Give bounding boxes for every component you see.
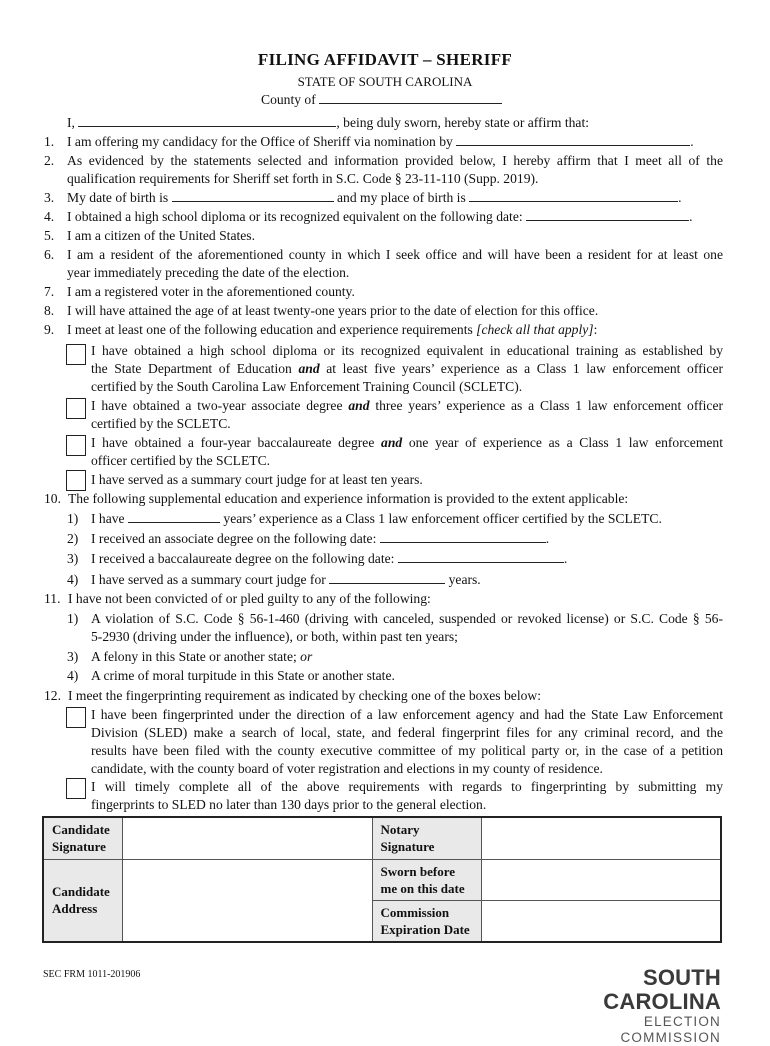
sworn-date-field[interactable] (482, 859, 721, 900)
item-8-text: I will have attained the age of at least twenty-one years prior to the date of election for this office. (67, 303, 599, 318)
option-9c-line-2: officer certified by the SCLETC. (91, 453, 271, 468)
option-12a-line-3: results have been filed with the county executive committee of my political party or, in the case of a petition (91, 743, 723, 758)
intro-i: I, (67, 115, 75, 130)
commission-expiration-label-2: Expiration Date (380, 921, 470, 937)
item-11-sub-3 (91, 648, 312, 666)
item-10-sub-1-text-b: years’ experience as a Class 1 law enforcement officer certified by the SCLETC. (223, 511, 662, 526)
candidate-signature-field[interactable] (123, 817, 372, 859)
item-11-sub-4-number: 4) (67, 668, 79, 683)
notary-signature-label-1: Notary (380, 822, 420, 837)
county-line (261, 91, 502, 109)
item-2-line-1: As evidenced by the statements selected and information provided below, I hereby affirm that I meet all of the (67, 153, 723, 168)
item-10-sub-1-number: 1) (67, 511, 79, 526)
form-number: SEC FRM 1011-201906 (43, 969, 141, 980)
item-1-text: I am offering my candidacy for the Office of Sheriff via nomination by (67, 134, 453, 149)
option-9c-line-1 (91, 434, 723, 452)
commission-expiration-field[interactable] (482, 900, 721, 942)
date-of-birth-field[interactable] (172, 189, 334, 202)
item-11-sub-3-text: A felony in this State or another state; (91, 649, 297, 664)
nomination-field[interactable] (456, 133, 690, 146)
item-12-number: 12. (44, 688, 61, 703)
item-6-line-1: I am a resident of the aforementioned county in which I seek office and will have been a resident for at least one (67, 247, 723, 262)
option-9b-line-1 (91, 397, 723, 415)
option-9b-text-a: I have obtained a two-year associate degree (91, 398, 343, 413)
checkbox-9c[interactable] (66, 435, 86, 456)
form-title (0, 50, 770, 70)
commission-expiration-label (372, 900, 482, 942)
option-9a-text-b: at least five years’ experience as a Class 1 law enforcement officer (326, 361, 724, 376)
item-10-sub-2-period: . (545, 531, 550, 546)
candidate-address-label-2: Address (52, 901, 98, 917)
checkbox-9a[interactable] (66, 344, 86, 365)
place-of-birth-field[interactable] (469, 189, 678, 202)
notary-signature-field[interactable] (482, 817, 721, 859)
item-10-sub-4-text-b: years. (448, 572, 481, 587)
item-11-head: I have not been convicted of or pled guilty to any of the following: (68, 591, 431, 606)
option-9b-text-b: three years’ experience as a Class 1 law enforcement officer (375, 398, 724, 413)
checkbox-12b[interactable] (66, 778, 86, 799)
item-11-sub-1-line-1: A violation of S.C. Code § 56-1-460 (driving with canceled, suspended or revoked license) or S.C. Code § 56- (91, 611, 723, 626)
option-9b-line-2: certified by the SCLETC. (91, 416, 231, 431)
item-10-sub-1-text-a: I have (91, 511, 125, 526)
item-1-number: 1. (44, 134, 55, 149)
item-3-pob-label: and my place of birth is (337, 190, 466, 205)
item-10-sub-3-text: I received a baccalaureate degree on the following date: (91, 551, 395, 566)
item-2-line-2: qualification requirements for Sheriff set forth in S.C. Code § 23-11-110 (Supp. 2019). (67, 171, 539, 186)
candidate-signature-label-1: Candidate (52, 822, 110, 837)
option-9c-text-b: one year of experience as a Class 1 law enforcement (408, 435, 723, 450)
item-10-number: 10. (44, 491, 61, 506)
option-9d-line-1: I have served as a summary court judge for at least ten years. (91, 472, 423, 487)
item-4: I obtained a high school diploma or its recognized equivalent on the following date: . (67, 209, 693, 224)
judge-years-field[interactable] (329, 571, 445, 584)
years-experience-field[interactable] (128, 510, 220, 523)
option-9a-text-a: the State Department of Education (91, 361, 292, 376)
item-3-dob-label: My date of birth is (67, 190, 169, 205)
item-10-sub-2-text: I received an associate degree on the following date: (91, 531, 377, 546)
election-commission-logo (541, 966, 721, 1046)
item-10-sub-3 (91, 550, 567, 568)
option-9a-line-2 (91, 360, 723, 378)
option-9a-and: and (298, 361, 320, 376)
item-11-sub-3-number: 3) (67, 649, 79, 664)
option-9b-and: and (348, 398, 370, 413)
checkbox-9d[interactable] (66, 470, 86, 491)
item-9-number: 9. (44, 322, 55, 337)
item-4-text: I obtained a high school diploma or its recognized equivalent on the following date: (67, 209, 523, 224)
item-8-number: 8. (44, 303, 55, 318)
associate-degree-date-field[interactable] (380, 530, 546, 543)
sworn-date-label-1: Sworn before (380, 863, 456, 879)
sworn-date-label (372, 859, 482, 900)
item-11-sub-1-number: 1) (67, 611, 79, 626)
option-9a-line-3: certified by the South Carolina Law Enforcement Training Council (SCLETC). (91, 379, 523, 394)
item-5-number: 5. (44, 228, 55, 243)
item-10-sub-4-number: 4) (67, 572, 79, 587)
option-12b-line-1: I will timely complete all of the above requirements with regards to fingerprinting by submitting my (91, 779, 723, 794)
item-10-sub-4 (91, 571, 481, 589)
checkbox-9b[interactable] (66, 398, 86, 419)
item-7-text: I am a registered voter in the aforementioned county. (67, 284, 355, 299)
item-6-line-2: year immediately preceding the date of the election. (67, 265, 350, 280)
candidate-signature-label-2: Signature (52, 839, 106, 854)
item-9-colon: : (593, 322, 598, 337)
intro-line (67, 114, 589, 132)
item-10-sub-3-number: 3) (67, 551, 79, 566)
option-9c-text-a: I have obtained a four-year baccalaureate degree (91, 435, 375, 450)
notary-signature-label (372, 817, 482, 859)
candidate-signature-label (43, 817, 123, 859)
item-11-sub-3-or: or (300, 649, 313, 664)
checkbox-12a[interactable] (66, 707, 86, 728)
state-line: STATE OF SOUTH CAROLINA (297, 74, 473, 89)
candidate-address-label-1: Candidate (52, 884, 110, 900)
item-11-sub-4: A crime of moral turpitude in this State or another state. (91, 668, 395, 683)
item-6-number: 6. (44, 247, 55, 262)
diploma-date-field[interactable] (526, 208, 689, 221)
item-11-number: 11. (44, 591, 61, 606)
item-9-instruction: [check all that apply] (476, 322, 594, 337)
sworn-date-label-2: me on this date (380, 880, 465, 896)
item-10-sub-1 (91, 510, 662, 528)
form-title-text: FILING AFFIDAVIT – SHERIFF (257, 50, 513, 69)
affiant-name-field[interactable] (78, 114, 336, 127)
item-10-sub-3-period: . (563, 551, 568, 566)
option-12a-line-2: Division (SLED) make a search of local, state, and federal fingerprint files for any criminal record, and the (91, 725, 723, 740)
item-2-number: 2. (44, 153, 55, 168)
option-12a-line-4: candidate, with the county board of voter registration and elections in my county of residence. (91, 761, 603, 776)
logo-line-1: SOUTH CAROLINA (603, 965, 721, 1014)
option-9a-line-1: I have obtained a high school diploma or its recognized equivalent in educational training as established by (91, 343, 723, 358)
item-11-sub-1-line-2: 5-2930 (driving under the influence), or both, within past ten years; (91, 629, 458, 644)
logo-line-2: ELECTION COMMISSION (620, 1014, 721, 1045)
item-4-number: 4. (44, 209, 55, 224)
option-12b-line-2: fingerprints to SLED no later than 130 days prior to the general election. (91, 797, 487, 812)
candidate-address-field[interactable] (123, 859, 372, 942)
notary-signature-label-2: Signature (380, 839, 435, 854)
item-10-sub-2-number: 2) (67, 531, 79, 546)
item-5-text: I am a citizen of the United States. (67, 228, 255, 243)
signature-table (42, 816, 722, 943)
candidate-address-label (43, 859, 123, 942)
item-10-head: The following supplemental education and experience information is provided to the extent applicable: (68, 491, 629, 506)
commission-expiration-label-1: Commission (380, 904, 450, 920)
baccalaureate-date-field[interactable] (398, 550, 564, 563)
item-3: My date of birth is and my place of birth is . (67, 190, 682, 205)
county-label: County of (261, 92, 316, 107)
intro-sworn: , being duly sworn, hereby state or affirm that: (336, 115, 590, 130)
option-9c-and: and (381, 435, 403, 450)
item-7-number: 7. (44, 284, 55, 299)
option-12a-line-1: I have been fingerprinted under the direction of a law enforcement agency and had the State Law Enforcement (91, 707, 723, 722)
item-12-head: I meet the fingerprinting requirement as indicated by checking one of the boxes below: (68, 688, 541, 703)
item-9 (67, 321, 597, 339)
item-3-number: 3. (44, 190, 55, 205)
item-10-sub-2 (91, 530, 549, 548)
item-1: I am offering my candidacy for the Office of Sheriff via nomination by . (67, 134, 694, 149)
item-10-sub-4-text-a: I have served as a summary court judge for (91, 572, 326, 587)
county-field[interactable] (319, 91, 502, 104)
item-9-text: I meet at least one of the following education and experience requirements (67, 322, 473, 337)
